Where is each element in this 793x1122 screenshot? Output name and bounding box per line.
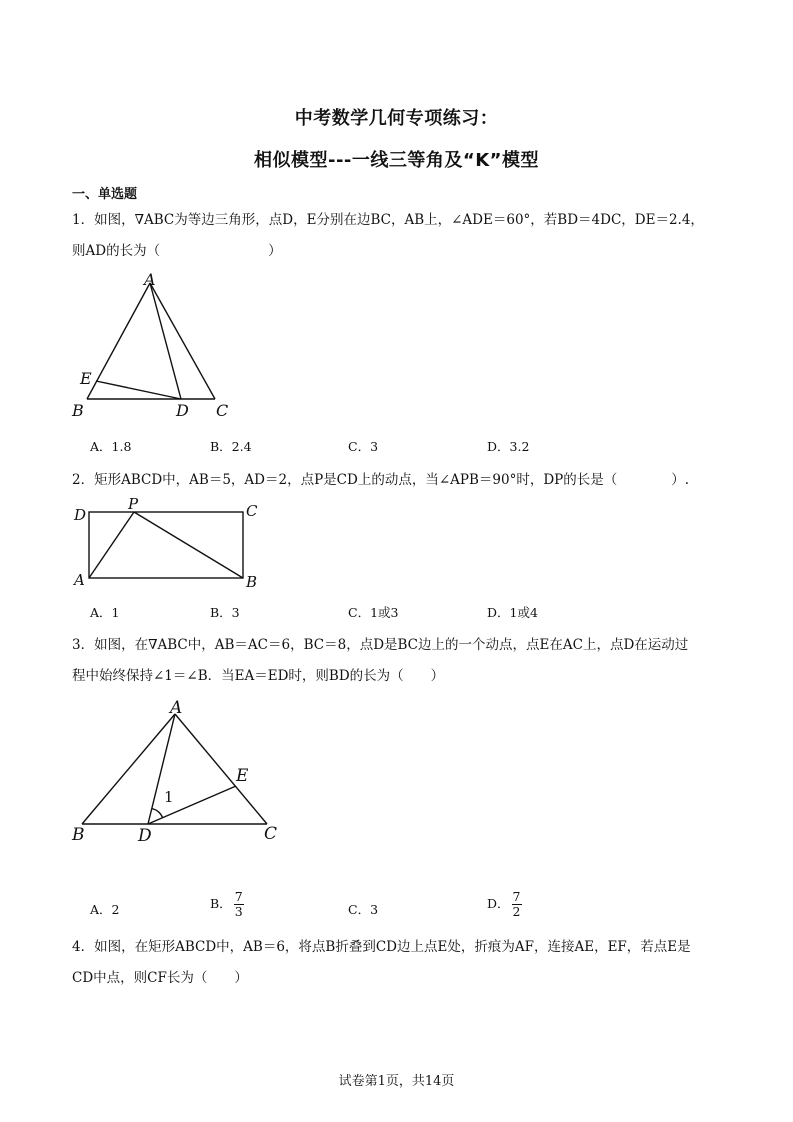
q2-label-b: B <box>246 573 258 591</box>
q3-option-b-numerator: 7 <box>234 889 243 904</box>
q2-label-p: P <box>128 496 139 513</box>
section-heading: 一、单选题 <box>72 187 138 202</box>
q3-label-a: A <box>170 698 183 718</box>
q3-edge-ac <box>175 714 267 824</box>
q3-option-b[interactable] <box>210 890 244 919</box>
q1-segment-ad <box>150 283 181 399</box>
q3-angle-1-arc <box>152 809 163 818</box>
q1-option-c[interactable]: C．3 <box>348 439 379 454</box>
q2-option-b[interactable]: B．3 <box>210 605 240 620</box>
q4-text-line2: CD中点，则CF长为（ ） <box>72 970 248 986</box>
doc-title-line2: 相似模型---一线三等角及“K”模型 <box>253 150 540 171</box>
q3-option-b-fraction <box>234 890 244 919</box>
q3-option-d[interactable] <box>487 890 522 919</box>
q2-text-line1: 2．矩形ABCD中，AB＝5，AD＝2，点P是CD上的动点，当∠APB＝90°时，DP的长是（ ）. <box>72 472 690 488</box>
q3-label-angle-1: 1 <box>164 788 174 806</box>
q1-triangle-figure <box>70 268 240 423</box>
q3-option-d-denominator: 2 <box>512 904 521 919</box>
q1-option-a[interactable]: A．1.8 <box>90 439 132 454</box>
q3-text-line1: 3．如图，在∇ABC中，AB＝AC＝6，BC＝8，点D是BC边上的一个动点，点E在AC上，点D在运动过 <box>72 637 689 653</box>
q1-edge-ac <box>150 283 215 399</box>
q2-option-a[interactable]: A．1 <box>90 605 120 620</box>
q3-text-line2: 程中始终保持∠1＝∠B．当EA＝ED时，则BD的长为（ ） <box>72 668 445 684</box>
doc-title-line1: 中考数学几何专项练习： <box>294 108 499 129</box>
q1-option-d[interactable]: D．3.2 <box>487 439 530 454</box>
q3-option-b-denominator: 3 <box>234 904 243 919</box>
q3-label-d: D <box>138 826 152 846</box>
q1-option-b[interactable]: B．2.4 <box>210 439 252 454</box>
q1-text-line1: 1．如图，∇ABC为等边三角形，点D，E分别在边BC，AB上，∠ADE＝60°，若BD＝4DC，DE＝2.4， <box>72 212 704 228</box>
q3-option-d-prefix: D． <box>487 896 510 911</box>
q3-option-b-prefix: B． <box>210 896 232 911</box>
q3-triangle-figure <box>68 692 288 852</box>
page-footer: 试卷第1页，共14页 <box>338 1074 455 1089</box>
q3-label-c: C <box>264 824 278 844</box>
q2-label-a: A <box>74 571 85 589</box>
q3-option-c[interactable]: C．3 <box>348 902 379 917</box>
q1-label-a: A <box>144 270 156 289</box>
q2-label-d: D <box>74 506 87 524</box>
q2-segment-ap <box>89 512 134 578</box>
q2-option-d[interactable]: D．1或4 <box>487 605 538 620</box>
q4-text-line1: 4．如图，在矩形ABCD中，AB＝6，将点B折叠到CD边上点E处，折痕为AF，连接AE，EF，若点E是 <box>72 939 691 955</box>
q3-segment-de <box>148 786 236 824</box>
q1-label-d: D <box>176 401 189 420</box>
q1-label-b: B <box>72 401 84 420</box>
q3-option-d-numerator: 7 <box>512 889 521 904</box>
q2-option-c[interactable]: C．1或3 <box>348 605 399 620</box>
q1-label-c: C <box>216 401 229 420</box>
q3-label-e: E <box>236 766 249 786</box>
q1-text-line2: 则AD的长为（ ） <box>72 243 282 259</box>
q1-segment-de <box>96 381 181 399</box>
q2-label-c: C <box>246 502 258 520</box>
q3-option-a[interactable]: A．2 <box>90 902 120 917</box>
q3-label-b: B <box>72 825 85 845</box>
q2-segment-pb <box>134 512 243 578</box>
q3-option-d-fraction <box>512 890 522 919</box>
q1-label-e: E <box>80 369 92 388</box>
q2-rectangle-figure <box>70 496 270 592</box>
